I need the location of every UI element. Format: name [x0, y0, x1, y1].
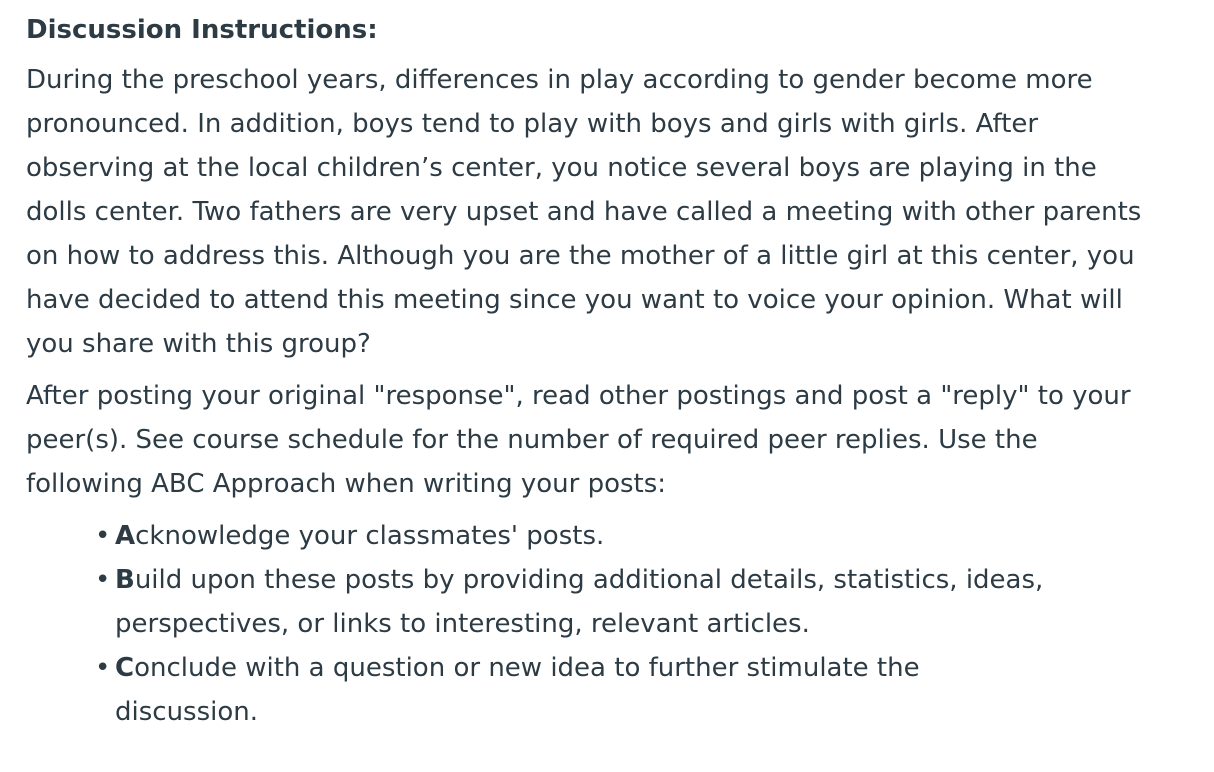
bullet-icon: •	[95, 565, 111, 595]
abc-letter-a: A	[115, 521, 136, 551]
abc-text-b: uild upon these posts by providing additional details, statistics, ideas, perspectives, or links to interesting, relevant articles.	[115, 565, 1044, 639]
scenario-paragraph: During the preschool years, differences in play according to gender become more pronounced. In addition, boys tend to play with boys and girls with girls. After observing at the local children’s center, you notice several boys are playing in the dolls center. Two fathers are very upset and have called a meeting with other parents on how to address this. Although you are the mother of a little girl at this center, you have decided to attend this meeting since you want to voice your opinion. What will you share with this group?	[26, 65, 1142, 359]
bullet-icon: •	[95, 653, 111, 683]
list-item-acknowledge	[95, 514, 1115, 558]
abc-text-c: onclude with a question or new idea to further stimulate the discussion.	[115, 653, 920, 727]
abc-letter-b: B	[115, 565, 135, 595]
instructions-paragraph: After posting your original "response", read other postings and post a "reply" to your peer(s). See course schedule for the number of required peer replies. Use the following ABC Approach when writing your posts:	[26, 381, 1131, 499]
list-item-conclude	[95, 646, 935, 734]
bullet-icon: •	[95, 521, 111, 551]
abc-approach-list	[26, 514, 1154, 734]
section-heading: Discussion Instructions:	[26, 15, 378, 45]
abc-letter-c: C	[115, 653, 135, 683]
abc-text-a: cknowledge your classmates' posts.	[135, 521, 605, 551]
list-item-build	[95, 558, 1115, 646]
